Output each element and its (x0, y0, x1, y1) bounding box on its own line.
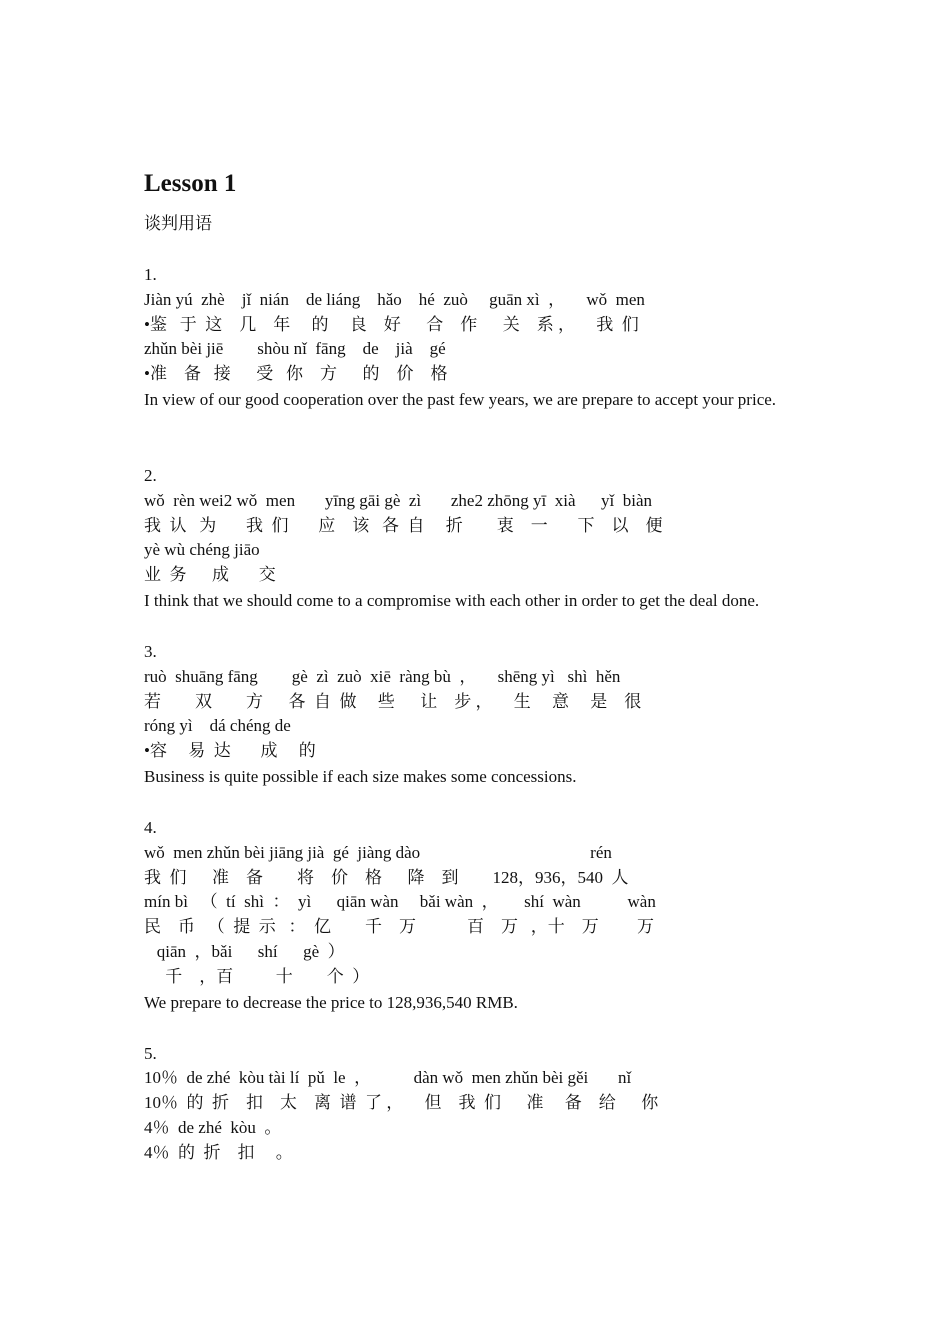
phrase-item-4 (144, 816, 814, 1015)
english-translation: I think that we should come to a compromise with each other in order to get the deal done. (144, 590, 760, 610)
pinyin-line: qiān ，bǎi shí gè ） (144, 941, 345, 961)
pinyin-line: mín bì （ tí shì ： yì qiān wàn bǎi wàn ， shí wàn wàn (144, 892, 656, 912)
item-number: 1. (144, 265, 157, 284)
hanzi-line: 民 币 （ 提 示 ： 亿 千 万 百 万 ，十 万 万 (144, 917, 654, 937)
phrase-item-1 (144, 263, 814, 412)
english-translation: In view of our good cooperation over the past few years, we are prepare to accept your price. (144, 389, 777, 409)
item-number: 4. (144, 817, 157, 837)
hanzi-line: 我 认 为 我 们 应 该 各 自 折 衷 一 下 以 便 (144, 515, 663, 535)
phrase-item-5 (144, 1042, 814, 1166)
hanzi-line: 我 们 准 备 将 价 格 降 到 128，936，540 人 (144, 867, 629, 887)
phrase-item-3 (144, 640, 814, 789)
hanzi-line: 千 ，百 十 个 ） (144, 966, 370, 986)
pinyin-line: Jiàn yú zhè jǐ nián de liáng hǎo hé zuò guān xì ， wǒ men (144, 289, 645, 309)
pinyin-line: 4％ de zhé kòu 。 (144, 1117, 282, 1137)
item-number: 3. (144, 641, 157, 661)
hanzi-line: •鉴 于 这 几 年 的 良 好 合 作 关 系 ， 我 们 (144, 314, 639, 334)
phrase-item-2 (144, 464, 814, 613)
item-number: 2. (144, 465, 157, 485)
hanzi-line: •容 易 达 成 的 (144, 741, 316, 761)
lesson-title: Lesson 1 (144, 170, 237, 197)
document-page (144, 168, 814, 1166)
hanzi-line: 业 务 成 交 (144, 565, 276, 585)
pinyin-line: zhǔn bèi jiē shòu nǐ fāng de jià gé (144, 339, 446, 359)
hanzi-line: 若 双 方 各 自 做 些 让 步 ， 生 意 是 很 (144, 691, 642, 711)
pinyin-line: róng yì dá chéng de (144, 716, 291, 736)
lesson-subtitle: 谈判用语 (144, 214, 212, 233)
hanzi-line: •准 备 接 受 你 方 的 价 格 (144, 364, 448, 384)
hanzi-line: 4％ 的 折 扣 。 (144, 1142, 293, 1162)
pinyin-line: yè wù chéng jiāo (144, 540, 260, 560)
item-number: 5. (144, 1043, 157, 1063)
english-translation: We prepare to decrease the price to 128,936,540 RMB. (144, 992, 518, 1012)
english-translation: Business is quite possible if each size makes some concessions. (144, 766, 577, 786)
pinyin-line: wǒ men zhǔn bèi jiāng jià gé jiàng dào rén (144, 842, 612, 862)
pinyin-line: wǒ rèn wei2 wǒ men yīng gāi gè zì zhe2 zhōng yī xià yǐ biàn (144, 490, 652, 510)
hanzi-line: 10％ 的 折 扣 太 离 谱 了 ， 但 我 们 准 备 给 你 (144, 1093, 659, 1113)
pinyin-line: 10％ de zhé kòu tài lí pǔ le ， dàn wǒ men zhǔn bèi gěi nǐ (144, 1068, 632, 1088)
pinyin-line: ruò shuāng fāng gè zì zuò xiē ràng bù ， shēng yì shì hěn (144, 666, 621, 686)
